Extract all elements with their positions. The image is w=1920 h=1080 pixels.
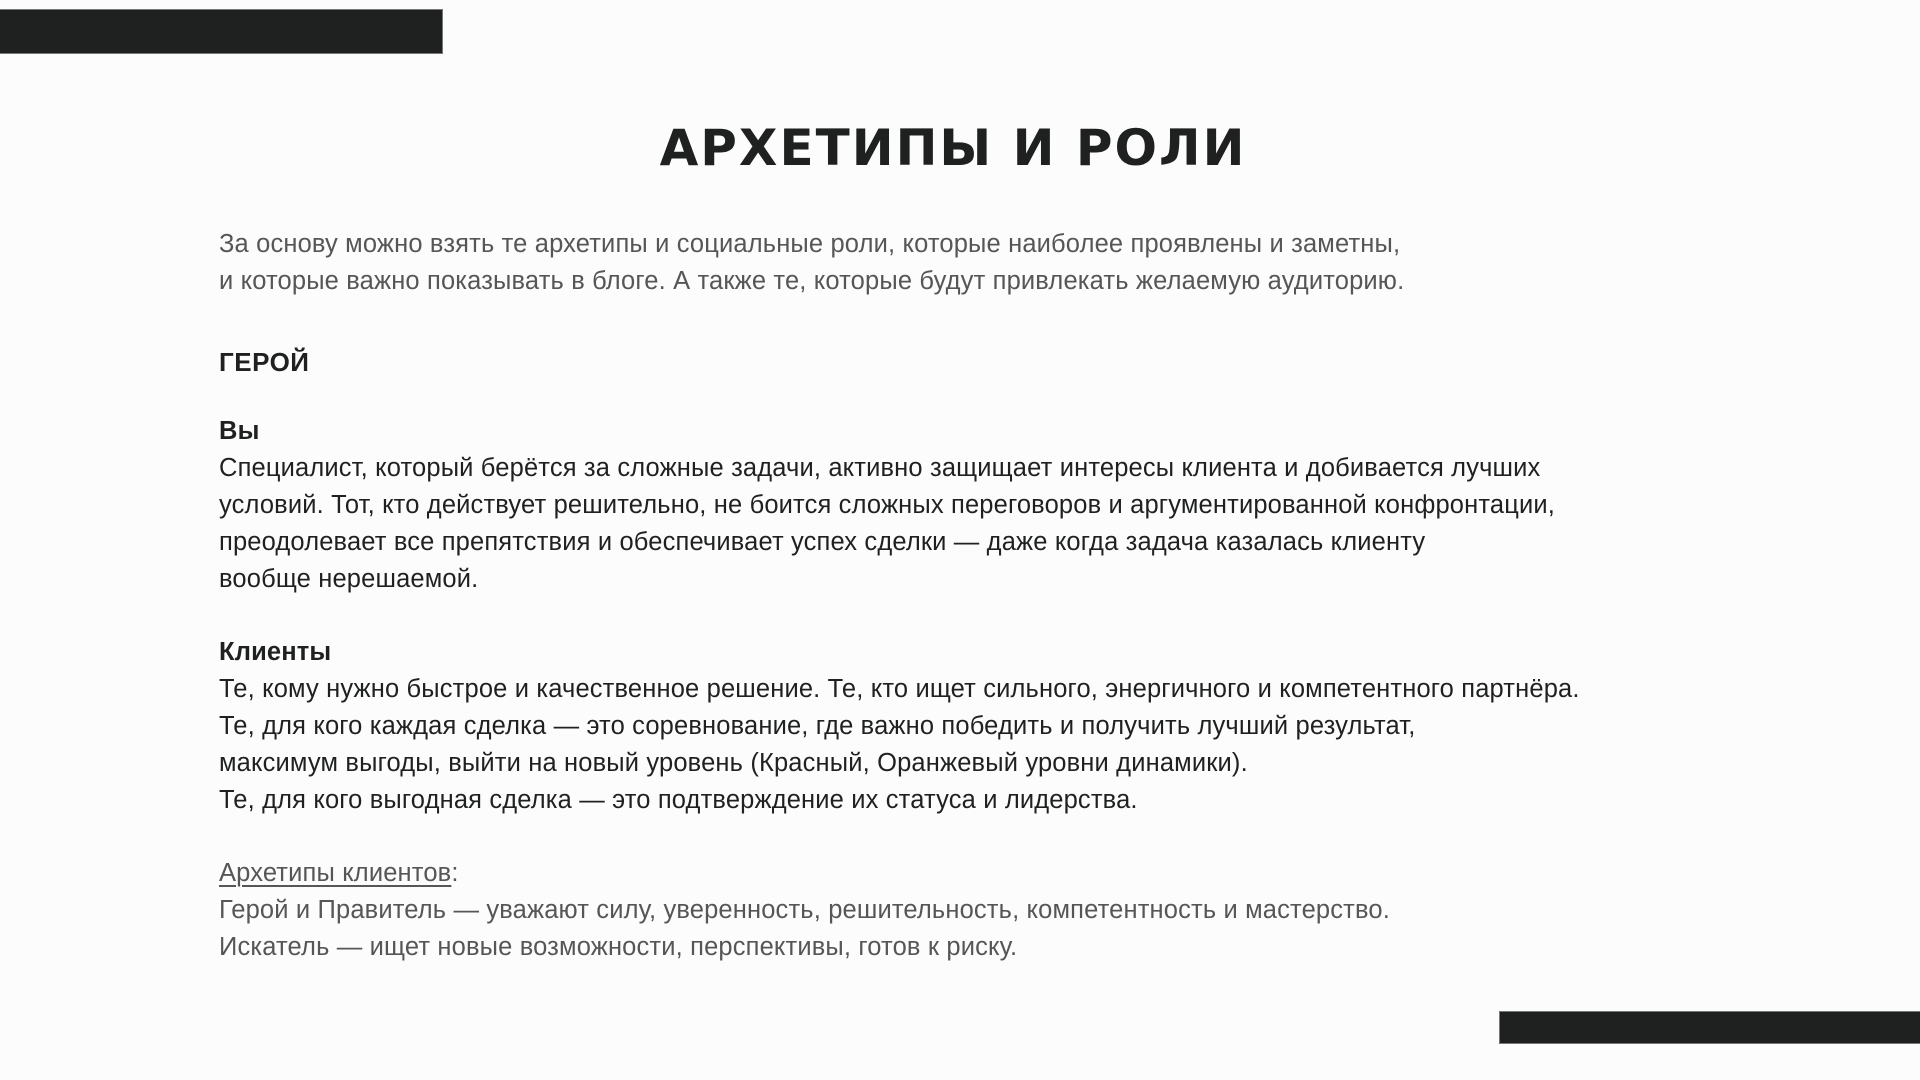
you-block — [219, 413, 1719, 598]
you-line: вообще нерешаемой. — [219, 565, 479, 593]
intro-line: За основу можно взять те архетипы и социальные роли, которые наиболее проявлены и заметны, — [219, 230, 1401, 258]
slide-content — [219, 226, 1719, 966]
section-title-hero: ГЕРОЙ — [219, 347, 310, 377]
you-line: Специалист, который берётся за сложные задачи, активно защищает интересы клиента и добивается лучших — [219, 454, 1541, 482]
archetypes-line: Искатель — ищет новые возможности, перспективы, готов к риску. — [219, 933, 1018, 961]
clients-block — [219, 634, 1719, 819]
archetypes-block — [219, 855, 1719, 966]
clients-line: максимум выгоды, выйти на новый уровень (Красный, Оранжевый уровни динамики). — [219, 749, 1248, 777]
decorative-bottom-bar — [1499, 1011, 1920, 1044]
you-line: условий. Тот, кто действует решительно, не боится сложных переговоров и аргументированной конфронтации, — [219, 491, 1556, 519]
archetypes-line: Герой и Правитель — уважают силу, уверенность, решительность, компетентность и мастерство. — [219, 896, 1390, 924]
page-title: АРХЕТИПЫ И РОЛИ — [659, 119, 1247, 177]
clients-heading: Клиенты — [219, 638, 332, 666]
archetypes-heading — [219, 855, 1719, 892]
intro-line: и которые важно показывать в блоге. А также те, которые будут привлекать желаемую аудиторию. — [219, 267, 1405, 295]
clients-line: Те, кому нужно быстрое и качественное решение. Те, кто ищет сильного, энергичного и компетентного партнёра. — [219, 675, 1580, 703]
you-heading: Вы — [219, 417, 260, 445]
archetypes-colon: : — [451, 859, 459, 887]
clients-line: Те, для кого выгодная сделка — это подтверждение их статуса и лидерства. — [219, 786, 1138, 814]
you-line: преодолевает все препятствия и обеспечивает успех сделки — даже когда задача казалась клиенту — [219, 528, 1426, 556]
intro-paragraph — [219, 226, 1719, 300]
decorative-top-bar — [0, 9, 443, 54]
clients-line: Те, для кого каждая сделка — это соревнование, где важно победить и получить лучший результат, — [219, 712, 1416, 740]
archetypes-link[interactable]: Архетипы клиентов — [219, 859, 452, 887]
